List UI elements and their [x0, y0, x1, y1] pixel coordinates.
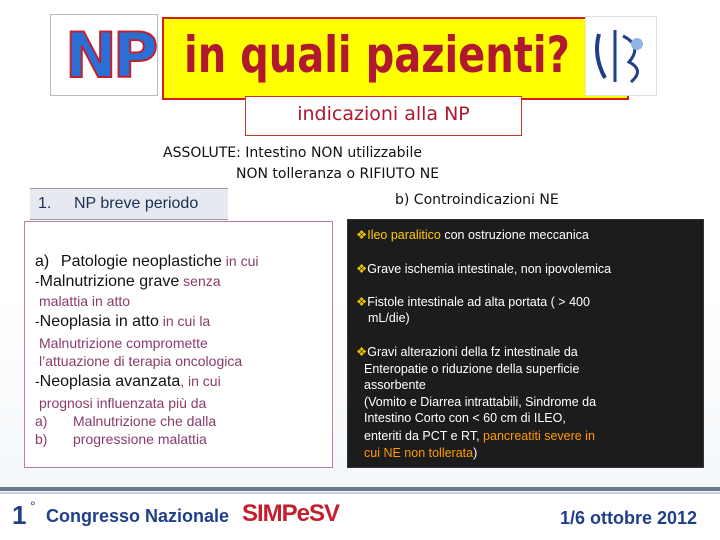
controindicazioni-title: b) Controindicazioni NE: [395, 192, 559, 208]
subtitle-box: [245, 96, 522, 136]
list-item: -Malnutrizione grave senza: [35, 273, 221, 290]
footer-divider: [0, 487, 720, 491]
contraindication-item: ❖Fistole intestinale ad alta portata ( > 400: [356, 295, 590, 309]
list-item-cont: Malnutrizione compromette: [39, 335, 208, 351]
subtitle: indicazioni alla NP: [297, 103, 470, 125]
np-breve-heading: [30, 188, 228, 220]
np-logo-box: [50, 14, 158, 96]
congress-number: 1: [12, 500, 27, 530]
np-logo-text: NP: [65, 19, 155, 92]
list-item-cont: l’attuazione di terapia oncologica: [39, 353, 243, 369]
list-item: -Neoplasia in atto in cui la: [35, 313, 211, 330]
society-logo-icon: [585, 16, 657, 96]
congress-title: Congresso Nazionale: [46, 506, 230, 526]
page-title: in quali pazienti?: [184, 27, 570, 85]
contraindication-cont: cui NE non tollerata): [364, 446, 478, 460]
footer-bar: [0, 494, 720, 540]
list-item-cont: prognosi influenzata più da: [39, 395, 207, 411]
contraindication-cont: Intestino Corto con < 60 cm di ILEO,: [364, 411, 566, 425]
contraindication-item: ❖Grave ischemia intestinale, non ipovolemica: [356, 262, 612, 276]
contraindication-cont: assorbente: [364, 378, 426, 392]
np-breve-number: 1.: [38, 195, 52, 212]
contraindication-cont: mL/die): [368, 311, 410, 325]
absolute-indications-line2: NON tolleranza o RIFIUTO NE: [236, 166, 440, 182]
congress-ordinal: °: [30, 498, 36, 514]
list-item: -Neoplasia avanzata, in cui: [35, 373, 221, 390]
neoplastic-panel: [24, 221, 333, 468]
contraindications-panel: [347, 219, 704, 468]
sub-item: b) progressione malattia: [35, 431, 207, 447]
title-box: [162, 17, 629, 100]
contraindication-cont: enteriti da PCT e RT, pancreatiti severe in: [364, 429, 595, 443]
contraindication-cont: Enteropatie o riduzione della superficie: [364, 362, 580, 376]
congress-date: 1/6 ottobre 2012: [560, 508, 698, 528]
controindicazioni-heading: [385, 187, 653, 219]
absolute-indications-line1: ASSOLUTE: Intestino NON utilizzabile: [163, 145, 422, 161]
sub-item: a) Malnutrizione che dalla: [35, 413, 217, 429]
brand-logo: SIMPeSV: [242, 500, 340, 527]
contraindication-item: ❖Gravi alterazioni della fz intestinale da: [356, 345, 578, 359]
neoplastic-heading: a) Patologie neoplastiche in cui: [35, 253, 259, 270]
contraindication-cont: (Vomito e Diarrea intrattabili, Sindrome da: [364, 395, 597, 409]
contraindication-item: ❖Ileo paralitico con ostruzione meccanica: [356, 228, 589, 242]
np-breve-label: NP breve periodo: [74, 195, 199, 212]
list-item-cont: malattia in atto: [39, 293, 131, 309]
